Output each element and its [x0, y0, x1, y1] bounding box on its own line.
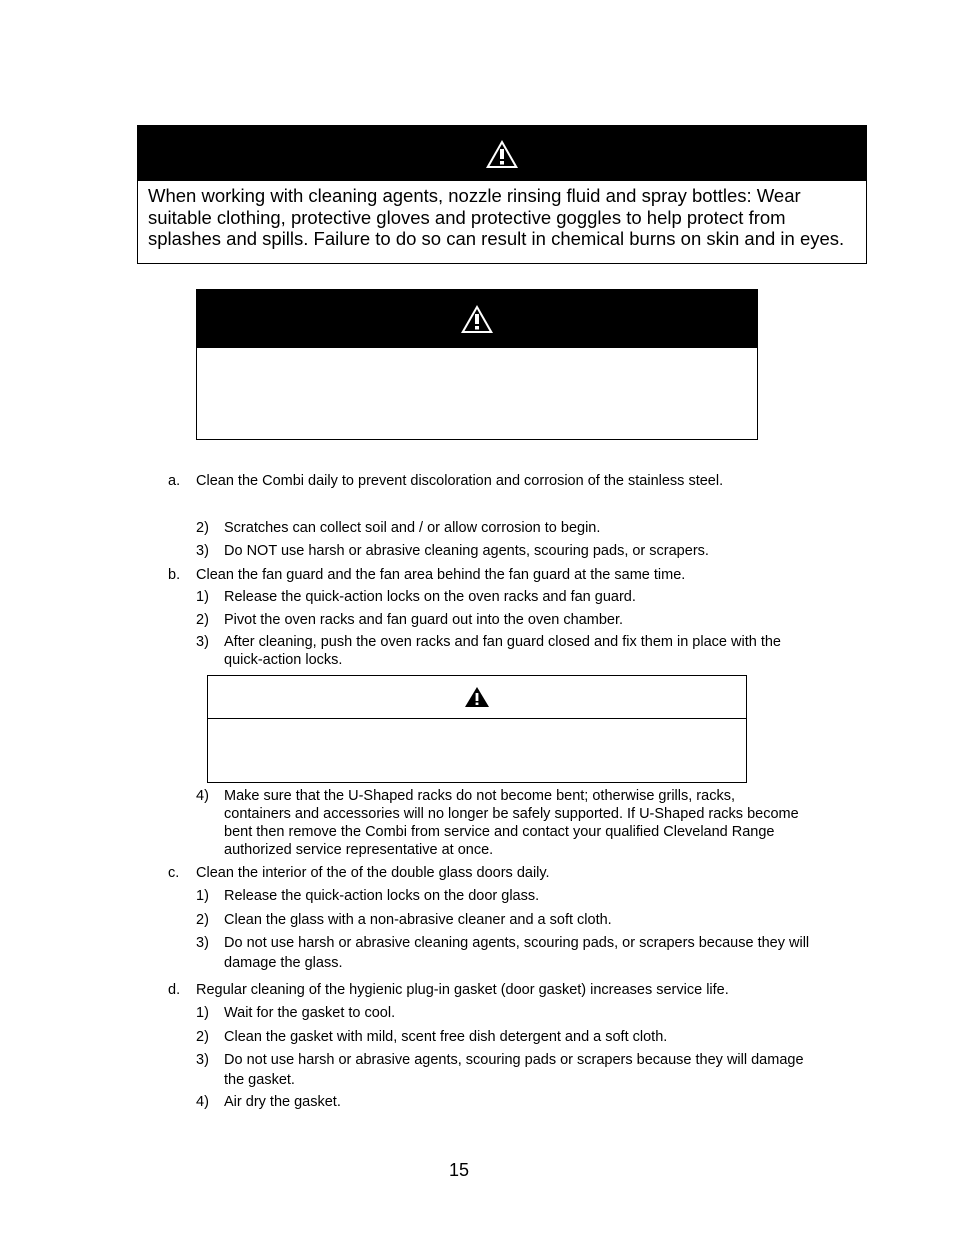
caution-header-bar: [208, 676, 746, 719]
list-text: Scratches can collect soil and / or allow corrosion to begin.: [224, 520, 601, 536]
list-text: Regular cleaning of the hygienic plug-in gasket (door gasket) increases service life.: [196, 982, 729, 998]
list-text: Make sure that the U-Shaped racks do not become bent; otherwise grills, racks, containers and accessories will no longer be safely supported. If U-Shaped racks become bent then remove the Combi from service and contact your qualified Cleveland Range authorized service representative at once.: [224, 788, 799, 858]
list-text: Do not use harsh or abrasive agents, scouring pads or scrapers because they will damage the gasket.: [224, 1052, 804, 1088]
warning-header-bar: [197, 290, 757, 348]
list-text: Clean the glass with a non-abrasive cleaner and a soft cloth.: [224, 912, 612, 928]
page-number: 15: [448, 1160, 470, 1180]
list-label: a.: [168, 473, 181, 489]
list-text: Wait for the gasket to cool.: [224, 1005, 396, 1021]
list-text: Clean the gasket with mild, scent free dish detergent and a soft cloth.: [224, 1029, 668, 1045]
list-text: Do NOT use harsh or abrasive cleaning agents, scouring pads, or scrapers.: [224, 543, 709, 559]
list-text: Clean the fan guard and the fan area behind the fan guard at the same time.: [196, 567, 686, 583]
list-label: 2): [196, 912, 209, 928]
list-text: Pivot the oven racks and fan guard out into the oven chamber.: [224, 612, 624, 628]
warning-triangle-icon: [464, 686, 490, 708]
list-label: 4): [196, 1094, 209, 1110]
list-text: Clean the Combi daily to prevent discoloration and corrosion of the stainless steel.: [196, 473, 724, 489]
list-text: Air dry the gasket.: [224, 1094, 341, 1110]
list-text: Release the quick-action locks on the oven racks and fan guard.: [224, 589, 636, 605]
list-label: 3): [196, 634, 209, 650]
list-label: b.: [168, 567, 181, 583]
list-label: 3): [196, 543, 209, 559]
list-label: 3): [196, 935, 209, 951]
list-label: 1): [196, 589, 209, 605]
list-text: Release the quick-action locks on the door glass.: [224, 888, 540, 904]
list-label: d.: [168, 982, 181, 998]
warning-box-secondary: [196, 289, 758, 440]
list-label: 4): [196, 788, 209, 804]
list-label: 1): [196, 888, 209, 904]
list-label: 3): [196, 1052, 209, 1068]
warning-box-chemical: [137, 125, 867, 264]
list-label: 2): [196, 520, 209, 536]
list-label: 2): [196, 612, 209, 628]
warning-header-bar: [138, 126, 866, 181]
list-text: Clean the interior of the of the double glass doors daily.: [196, 865, 550, 881]
list-text: Do not use harsh or abrasive cleaning agents, scouring pads, or scrapers because they will damage the glass.: [224, 935, 810, 971]
list-label: 2): [196, 1029, 209, 1045]
list-text: After cleaning, push the oven racks and fan guard closed and fix them in place with the quick-action locks.: [224, 634, 781, 668]
list-label: 1): [196, 1005, 209, 1021]
warning-triangle-icon: [485, 139, 519, 169]
caution-box: [207, 675, 747, 783]
warning-triangle-icon: [460, 304, 494, 334]
list-label: c.: [168, 865, 180, 881]
warning-text: When working with cleaning agents, nozzle rinsing fluid and spray bottles: Wear suitable clothing, protective gloves and protective goggles to help protect from splashes and spills. Failure to do so can result in chemical burns on skin and in eyes.: [148, 185, 845, 249]
